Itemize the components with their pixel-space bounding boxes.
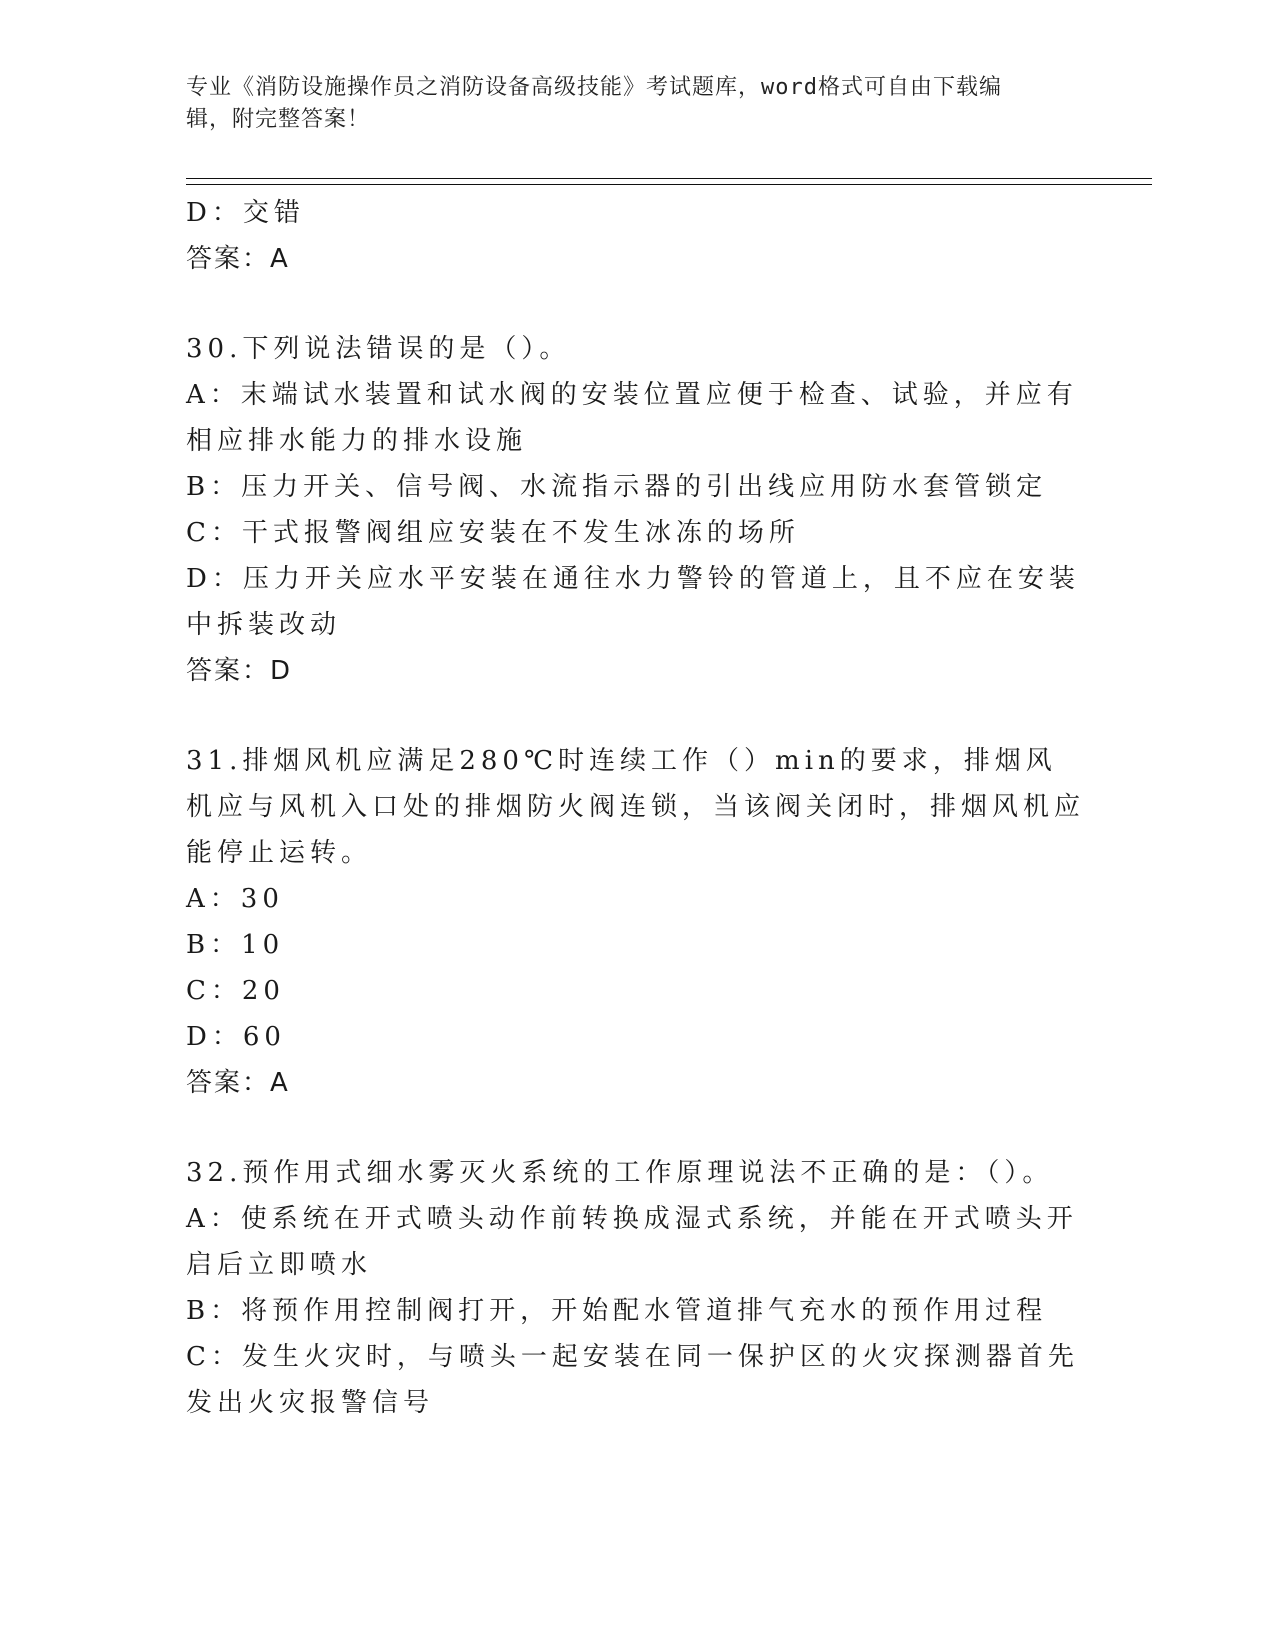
header-divider-bottom [186,184,1152,185]
question-30 [186,326,1086,694]
question-32 [186,1150,1086,1426]
header-title-line-1: 专业《消防设施操作员之消防设备高级技能》考试题库，word格式可自由下载编 [186,75,1002,100]
option-b: B：压力开关、信号阀、水流指示器的引出线应用防水套管锁定 [186,472,1048,502]
page-header [186,72,1066,136]
question-31 [186,738,1086,1106]
option-d: D：交错 [186,198,305,228]
option-a: A：末端试水装置和试水阀的安装位置应便于检查、试验，并应有相应排水能力的排水设施 [186,380,1078,456]
question-content [186,190,1086,1426]
option-a: A：使系统在开式喷头动作前转换成湿式系统，并能在开式喷头开启后立即喷水 [186,1204,1078,1280]
option-b: B：将预作用控制阀打开，开始配水管道排气充水的预作用过程 [186,1296,1048,1326]
question-stem: 31.排烟风机应满足280℃时连续工作（）min的要求，排烟风机应与风机入口处的排烟防火阀连锁，当该阀关闭时，排烟风机应能停止运转。 [186,746,1086,868]
previous-question-tail [186,190,1086,282]
question-stem: 30.下列说法错误的是（）。 [186,334,571,364]
answer-line: 答案：A [186,244,290,274]
option-b: B：10 [186,930,285,960]
option-a: A：30 [186,884,284,914]
answer-line: 答案：A [186,1068,290,1098]
option-d: D：60 [186,1022,286,1052]
option-c: C：发生火灾时，与喷头一起安装在同一保护区的火灾探测器首先发出火灾报警信号 [186,1342,1079,1418]
header-divider-top [186,178,1152,179]
question-stem: 32.预作用式细水雾灭火系统的工作原理说法不正确的是：（）。 [186,1158,1054,1188]
option-d: D：压力开关应水平安装在通往水力警铃的管道上，且不应在安装中拆装改动 [186,564,1080,640]
answer-line: 答案：D [186,656,293,686]
option-c: C：干式报警阀组应安装在不发生冰冻的场所 [186,518,800,548]
header-title-line-2: 辑，附完整答案！ [186,107,371,132]
option-c: C：20 [186,976,285,1006]
